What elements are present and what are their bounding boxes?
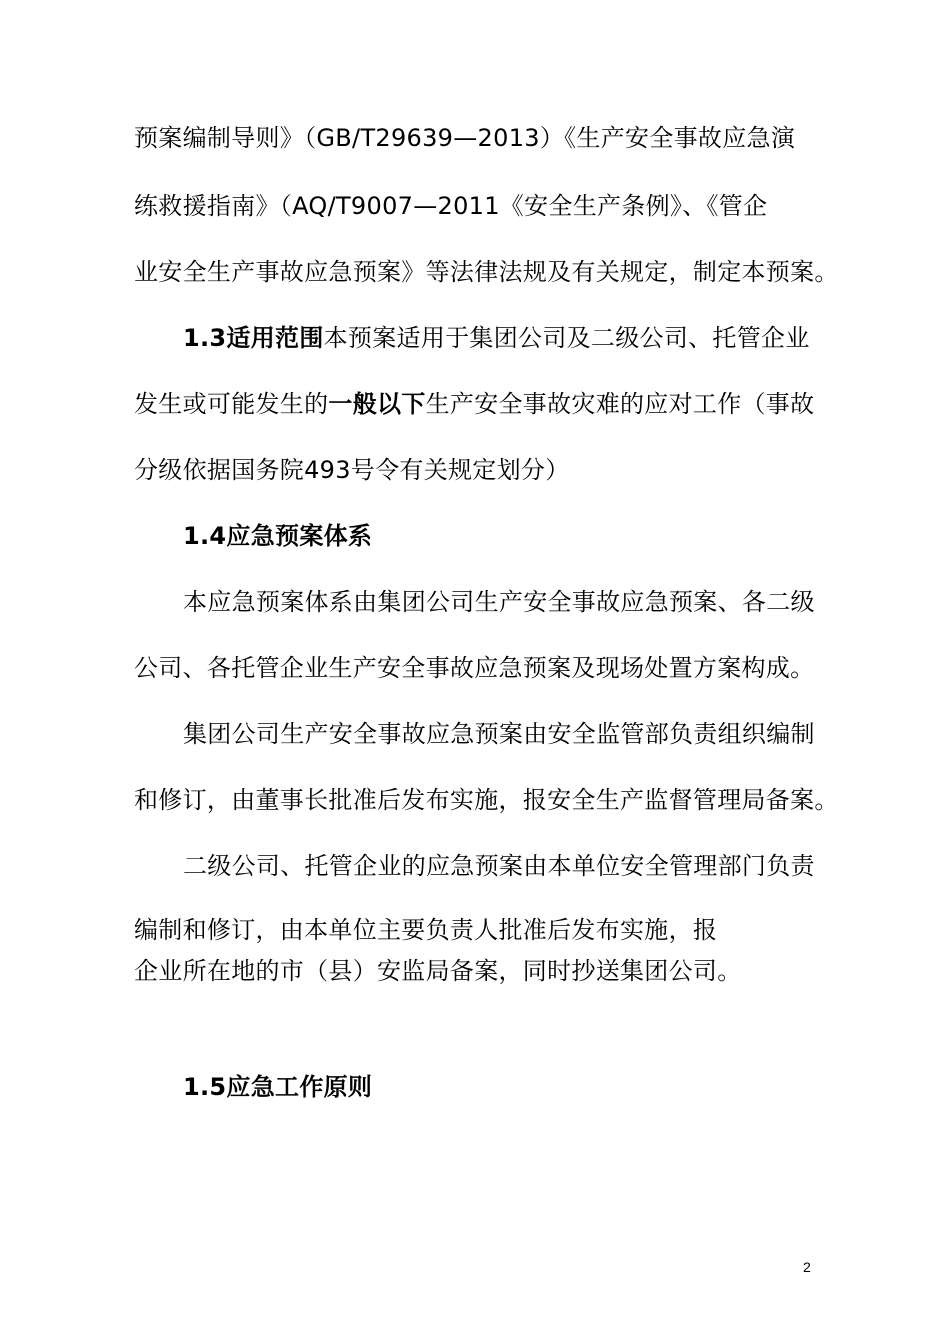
text-line: 预案编制导则》（GB/T29639—2013）《生产安全事故应急演 (134, 124, 796, 152)
section-heading: 1.5应急工作原则 (183, 1073, 373, 1101)
text-line: 分级依据国务院493号令有关规定划分） (134, 456, 570, 484)
section-heading: 1.3适用范围 (183, 324, 324, 352)
section-1-3-first-line (183, 322, 810, 354)
text-line: 编制和修订，由本单位主要负责人批准后发布实施，报 (134, 916, 718, 944)
text-line: 本应急预案体系由集团公司生产安全事故应急预案、各二级 (183, 588, 815, 616)
section-1-3-second-line (134, 388, 814, 420)
section-heading: 1.4应急预案体系 (183, 522, 373, 550)
text-span: 本预案适用于集团公司及二级公司、托管企业 (323, 324, 810, 352)
text-line: 二级公司、托管企业的应急预案由本单位安全管理部门负责 (183, 852, 815, 880)
text-line: 业安全生产事故应急预案》等法律法规及有关规定，制定本预案。 (134, 258, 839, 286)
text-line: 和修订，由董事长批准后发布实施，报安全生产监督管理局备案。 (134, 786, 839, 814)
text-line: 企业所在地的市（县）安监局备案，同时抄送集团公司。 (134, 957, 742, 985)
text-line: 练救援指南》（AQ/T9007—2011《安全生产条例》、《管企 (134, 192, 768, 220)
text-line: 公司、各托管企业生产安全事故应急预案及现场处置方案构成。 (134, 654, 815, 682)
text-span: 发生或可能发生的 (134, 390, 329, 418)
emphasis-text: 一般以下 (328, 390, 426, 418)
text-span: 生产安全事故灾难的应对工作（事故 (425, 390, 815, 418)
text-line: 集团公司生产安全事故应急预案由安全监管部负责组织编制 (183, 720, 815, 748)
page-number: 2 (803, 1259, 811, 1275)
